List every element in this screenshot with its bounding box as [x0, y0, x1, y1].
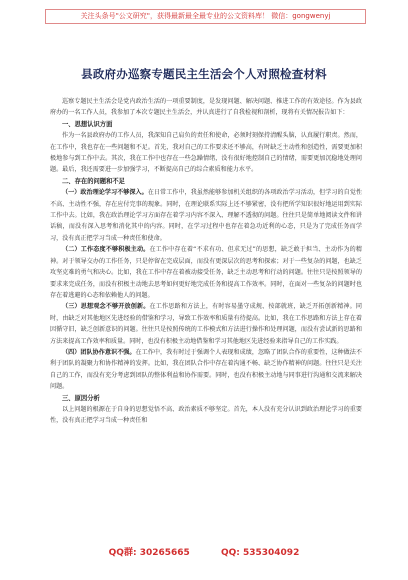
promo-banner: 关注头条号"公文研究"，获得最新最全最专业的公文资料库！ 微信：gongwenyj: [45, 9, 366, 24]
problem-1-paragraph: [50, 187, 362, 244]
problem-2-paragraph: [50, 244, 362, 301]
section-3-heading: 三、原因分析: [62, 394, 100, 402]
problem-3-label: （三）思想观念不够开放创新。: [62, 303, 150, 311]
problem-3-text: 在工作思路和方法上，有时容易墨守成规、按部就班，缺乏开拓创新精神。同时，由缺乏对其他地区先进经验的借鉴和学习，导致工作效率和质量有待提高。比如，我在工作思路和方法上存在着因循守旧，缺乏创新意识的问题。往往只是按照传统的工作模式和方法进行操作和处理问题，而没有尝试新的思路和方法来提高工作效率和质量。同时，也没有积极主动地借鉴和学习其他地区先进经验来指导自己的工作实践。: [50, 303, 362, 345]
document-title: 县政府办巡察专题民主生活会个人对照检查材料: [81, 67, 327, 81]
qq-text: QQ: 535304092: [220, 548, 300, 558]
problem-1-label: （一）政治理论学习不够深入。: [62, 189, 148, 197]
problem-3-paragraph: [50, 301, 362, 347]
problem-4-label: （四）团队协作意识不强。: [62, 348, 136, 356]
section-2-heading: 二、存在的问题和不足: [62, 177, 125, 185]
problem-4-text: 在工作中，我有时过于强调个人表现和成绩，忽略了团队合作的重要性，这种做法不利于团队的凝聚力和协作精神的发挥。比如，我在团队合作中存在着沟通不畅、缺乏协作精神的问题。往往只是关注自己的工作，而没有充分考虑到团队的整体利益和协作需要。同时，也没有积极主动地与同事进行沟通和交流来解决问题。: [50, 348, 362, 391]
problem-1-text: 在日常工作中，我虽然能够参加机关组织的各项政治学习活动，但学习的自觉性不高、主动性不强，存在应付完事的现象。同时，在理论联系实际上还不够紧密，没有把所学知识很好地运用到实际工作中去。比如，我在政治理论学习方面存在着学习内容不深入、理解不透彻的问题。往往只是简单地阅读文件和讲话稿，而没有深入思考和消化其中的内容。同时，在学习过程中也存在着急功近利的心态，只是为了完成任务而学习，没有真正把学习当成一种责任和使命。: [50, 189, 362, 242]
section-1-heading: 一、思想认识方面: [62, 120, 113, 128]
contact-footer: [0, 545, 408, 558]
problem-4-paragraph: [50, 347, 362, 393]
section-1-paragraph: 作为一名县政府办的工作人员，我深知自己肩负的责任和使命，必须时刻保持清醒头脑，认真履行职责。然而，在工作中，我也存在一些问题和不足。首先，我对自己的工作要求还不够高，有时缺乏主动性和创造性，需要更加积极地参与到工作中去。其次，我在工作中也存在一些急躁情绪，没有很好地控制自己的情绪，需要更加沉稳地处理问题。最后，我还需要进一步加强学习，不断提高自己的综合素质和能力水平。: [50, 132, 362, 174]
problem-2-text: 在工作中存在着“不求有功、但求无过”的思想，缺乏敢于担当、主动作为的精神。对于领导交办的工作任务，只是停留在完成层面，而没有更深层次的思考和探索；对于一些复杂的问题，也缺乏攻坚克难的勇气和决心。比如，我在工作中存在着被动接受任务，缺乏主动思考和行动的问题。往往只是按照领导的要求来完成任务，而没有积极主动地去思考如何更好地完成任务和提高工作效率。同时，在面对一些复杂的问题时也存在着逃避的心态和依赖他人的问题。: [50, 246, 362, 299]
section-3-paragraph: 以上问题的根源在于自身的思想觉悟不高、政治素质不够坚定。首先，本人没有充分认识到政治理论学习的重要性，没有真正把学习当成一种责任和: [50, 405, 362, 425]
problem-2-label: （二）工作态度不够积极主动。: [62, 246, 150, 254]
document-body: [50, 96, 362, 540]
intro-paragraph: 巡察专题民主生活会是党内政治生活的一项重要制度，是发现问题、解决问题、推进工作的有效途径。作为县政府办的一名工作人员，我参加了本次专题民主生活会，并认真进行了自我检视和剖析，现将有关情况报告如下：: [50, 98, 362, 117]
qq-group-text: QQ群: 30265665: [108, 548, 190, 558]
